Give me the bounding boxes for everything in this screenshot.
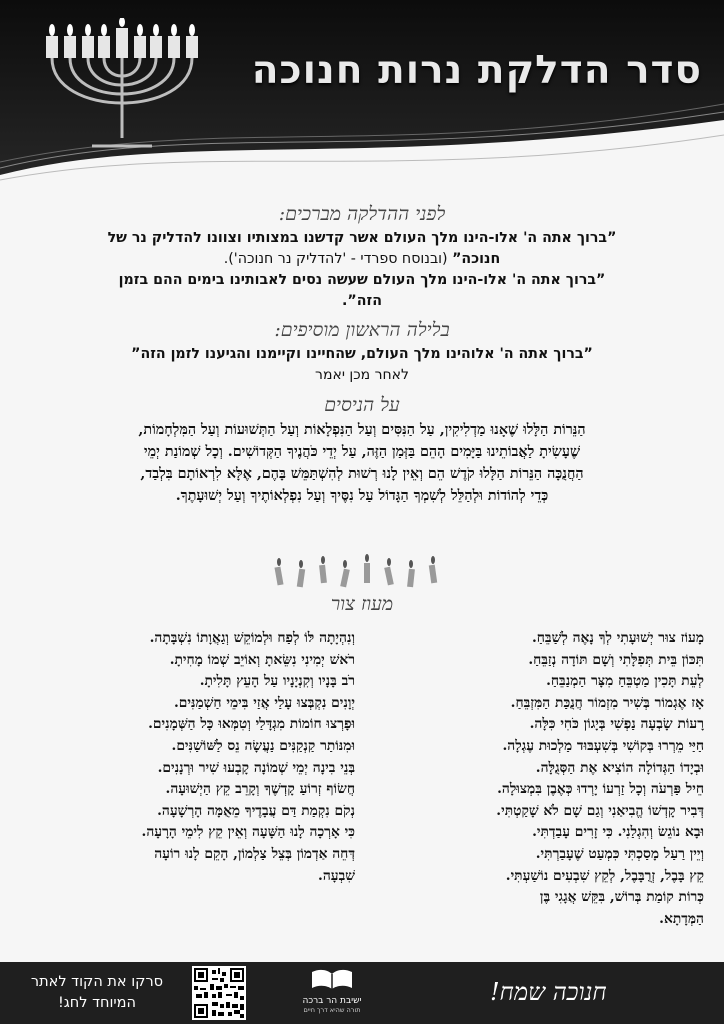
poem-line: וּמִנּוֹתַר קַנְקַנִּים נַעֲשָׂה נֵס לַשּׁוֹשַׁנִּים.: [171, 737, 355, 754]
al-hanisim-line: הַחֲנֻכָּה הַנֵּרוֹת הַלָּלוּ קֹדֶשׁ הֵם וְאֵין לָנוּ רְשׁוּת לְהִשְׁתַּמֵּשׁ בָּהֶם, אֶלָּא לִרְאוֹתָם בִּלְבַד,: [140, 466, 584, 482]
poem-line: לְעֵת תָּכִין מַטְבֵּחַ מִצָּר הַמְנַבֵּחַ.: [546, 673, 704, 690]
al-hanisim-line: כְּדֵי לְהוֹדוֹת וּלְהַלֵּל לְשִׁמְךָ הַגָּדוֹל עַל נִסֶּיךָ וְעַל נִפְלְאוֹתֶיךָ וְעַל יְשׁוּעָתֶךָ.: [175, 488, 549, 504]
poem-line: דְּבִיר קָדְשׁוֹ הֱבִיאַנִי וְגַם שָׁם לֹא שָׁקַטְתִּי.: [496, 802, 704, 819]
blessing-line: הזה”.: [342, 293, 382, 309]
footer-bar: [0, 962, 724, 1024]
maoz-tzur-right-column: [369, 628, 704, 930]
blessings-section: [22, 200, 702, 507]
yeshiva-logo: [284, 968, 380, 1018]
poem-line: הַמְּדָתָא.: [659, 910, 704, 927]
maoz-tzur-heading-wrap: [0, 590, 724, 618]
blessing-bold-fragment: חנוכה”: [452, 251, 501, 267]
poem-line: וְיֵין רַעַל מָסַכְתִּי כִּמְעַט שֶׁעָבַרְתִּי.: [535, 845, 704, 862]
poem-line: חֵיל פַּרְעֹה וְכָל זַרְעוֹ יָרְדוּ כְּאֶבֶן בִּמְצוּלָה.: [497, 781, 704, 798]
before-lighting-heading: לפני ההדלקה מברכים:: [278, 203, 446, 225]
poem-line: נְקֹם נִקְמַת דַּם עֲבָדֶיךָ מֵאֻמָּה הָרְשָׁעָה.: [157, 802, 355, 819]
page-title: סדר הדלקת נרות חנוכה: [251, 48, 702, 93]
poem-line: דְּחֵה אַדְמוֹן בְּצֵל צַלְמוֹן, הָקֵם לָנוּ רוֹעָה: [154, 845, 355, 862]
poem-line: רָעוֹת שָׂבְעָה נַפְשִׁי בְּיָגוֹן כֹּחִי כִּלָּה.: [529, 716, 704, 733]
poem-line: וּבְיָדוֹ הַגְּדוֹלָה הוֹצִיא אֶת הַסְּגֻלָּה.: [535, 759, 704, 776]
poem-line: אָז אֶגְמוֹר בְּשִׁיר מִזְמוֹר חֲנֻכַּת הַמִּזְבֵּחַ.: [510, 694, 704, 711]
after-note: לאחר מכן יאמר: [315, 367, 409, 383]
maoz-tzur-left-column: [20, 628, 355, 887]
qr-code-icon[interactable]: [192, 966, 246, 1020]
poem-line: מָעוֹז צוּר יְשׁוּעָתִי לְךָ נָאֶה לְשַׁבֵּחַ.: [531, 630, 704, 646]
blessing-line: ”ברוך אתה ה' אלו-הינו מלך העולם אשר קדשנו במצותיו וצוונו להדליק נר של: [107, 230, 617, 246]
logo-name: ישיבת הר ברכה: [302, 996, 362, 1006]
first-night-heading: בלילה הראשון מוסיפים:: [274, 319, 450, 341]
open-book-icon: [310, 968, 354, 990]
blessing-line: ”ברוך אתה ה' אלו-הינו מלך העולם שעשה נסים לאבותינו בימים ההם בזמן: [118, 272, 606, 288]
al-hanisim-heading: על הניסים: [324, 394, 400, 416]
scan-line: סרקו את הקוד לאתר: [30, 974, 164, 990]
logo-tagline: תורה שהיא דרך חיים: [303, 1006, 361, 1014]
poem-line: רֹאשׁ יְמִינִי נִשֵּׂאתָ וְאוֹיֵב שְׁמוֹ מָחִיתָ.: [169, 651, 355, 668]
header-banner: [0, 0, 724, 205]
poem-line: וּבָא נוֹגֵשׂ וְהִגְלַנִי. כִּי זָרִים עָבַדְתִּי.: [532, 824, 704, 841]
greeting-text: חנוכה שמח!: [490, 978, 607, 1006]
poem-line: רֹב בָּנָיו וְקִנְיָנָיו עַל הָעֵץ תָּלִיתָ.: [199, 673, 355, 690]
menorah-icon: [32, 18, 212, 158]
blessing-line: [22, 249, 702, 270]
shehecheyanu-line: ”ברוך אתה ה' אלוהינו מלך העולם, שהחיינו וקיימנו והגיענו לזמן הזה”: [131, 346, 593, 362]
candles-icon: [270, 553, 454, 589]
poem-line: וְנִהְיָתָה לּוֹ לְפַח וּלְמוֹקֵשׁ וְגַאֲוָתוֹ נִשְׁבָּתָה.: [149, 630, 355, 646]
scan-line: המיוחד לחג!: [57, 995, 136, 1011]
poem-line: שִׁבְעָה.: [318, 867, 355, 884]
poem-line: כְּרוֹת קוֹמַת בְּרוֹשׁ, בִּקֵּשׁ אֲגָגִי בֶּן: [539, 889, 704, 906]
poem-line: וּפָרְצוּ חוֹמוֹת מִגְדָּלַי וְטִמְּאוּ כָּל הַשְּׁמָנִים.: [148, 716, 355, 733]
poem-line: כִּי אָרְכָה לָנוּ הַשָּׁעָה וְאֵין קֵץ לִימֵי הָרָעָה.: [141, 824, 355, 841]
poem-line: בְּנֵי בִינָה יְמֵי שְׁמוֹנָה קָבְעוּ שִׁיר וּרְנָנִים.: [157, 759, 355, 776]
poem-line: חַיַּי מֵרְרוּ בְּקוֹשִׁי בְּשִׁעְבּוּד מַלְכוּת עֶגְלָה.: [502, 737, 704, 754]
poem-line: תִּכּוֹן בֵּית תְּפִלָּתִי וְשָׁם תּוֹדָה נְזַבֵּחַ.: [528, 651, 704, 668]
scan-qr-text: [12, 972, 182, 1014]
poem-line: קֵץ בָּבֶל, זְרֻבָּבֶל, לְקֵץ שִׁבְעִים נוֹשַׁעְתִּי.: [505, 867, 704, 884]
poem-line: יְוָנִים נִקְבְּצוּ עָלַי אֲזַי בִּימֵי חַשְׁמַנִּים.: [173, 694, 355, 711]
maoz-tzur-heading: מעוז צור: [330, 593, 394, 615]
al-hanisim-line: שֶׁעָשִׂיתָ לַאֲבוֹתֵינוּ בַּיָּמִים הָהֵם בַּזְּמַן הַזֶּה, עַל יְדֵי כֹּהֲנֶיךָ הַקְּדוֹשִׁים. וְכָל שְׁמוֹנַת יְמֵי: [143, 444, 581, 460]
al-hanisim-line: הַנֵּרוֹת הַלָּלוּ שֶׁאָנוּ מַדְלִיקִין, עַל הַנִּסִּים וְעַל הַנִּפְלָאוֹת וְעַל הַתְּשׁוּעוֹת וְעַל הַמִּלְחָמוֹת,: [138, 422, 586, 438]
poem-line: חֲשׂוֹף זְרוֹעַ קָדְשֶׁךָ וְקָרֵב קֵץ הַיְשׁוּעָה.: [165, 781, 355, 798]
blessing-sephardi-note: (ובנוסח ספרדי - 'להדליק נר חנוכה').: [223, 251, 453, 267]
